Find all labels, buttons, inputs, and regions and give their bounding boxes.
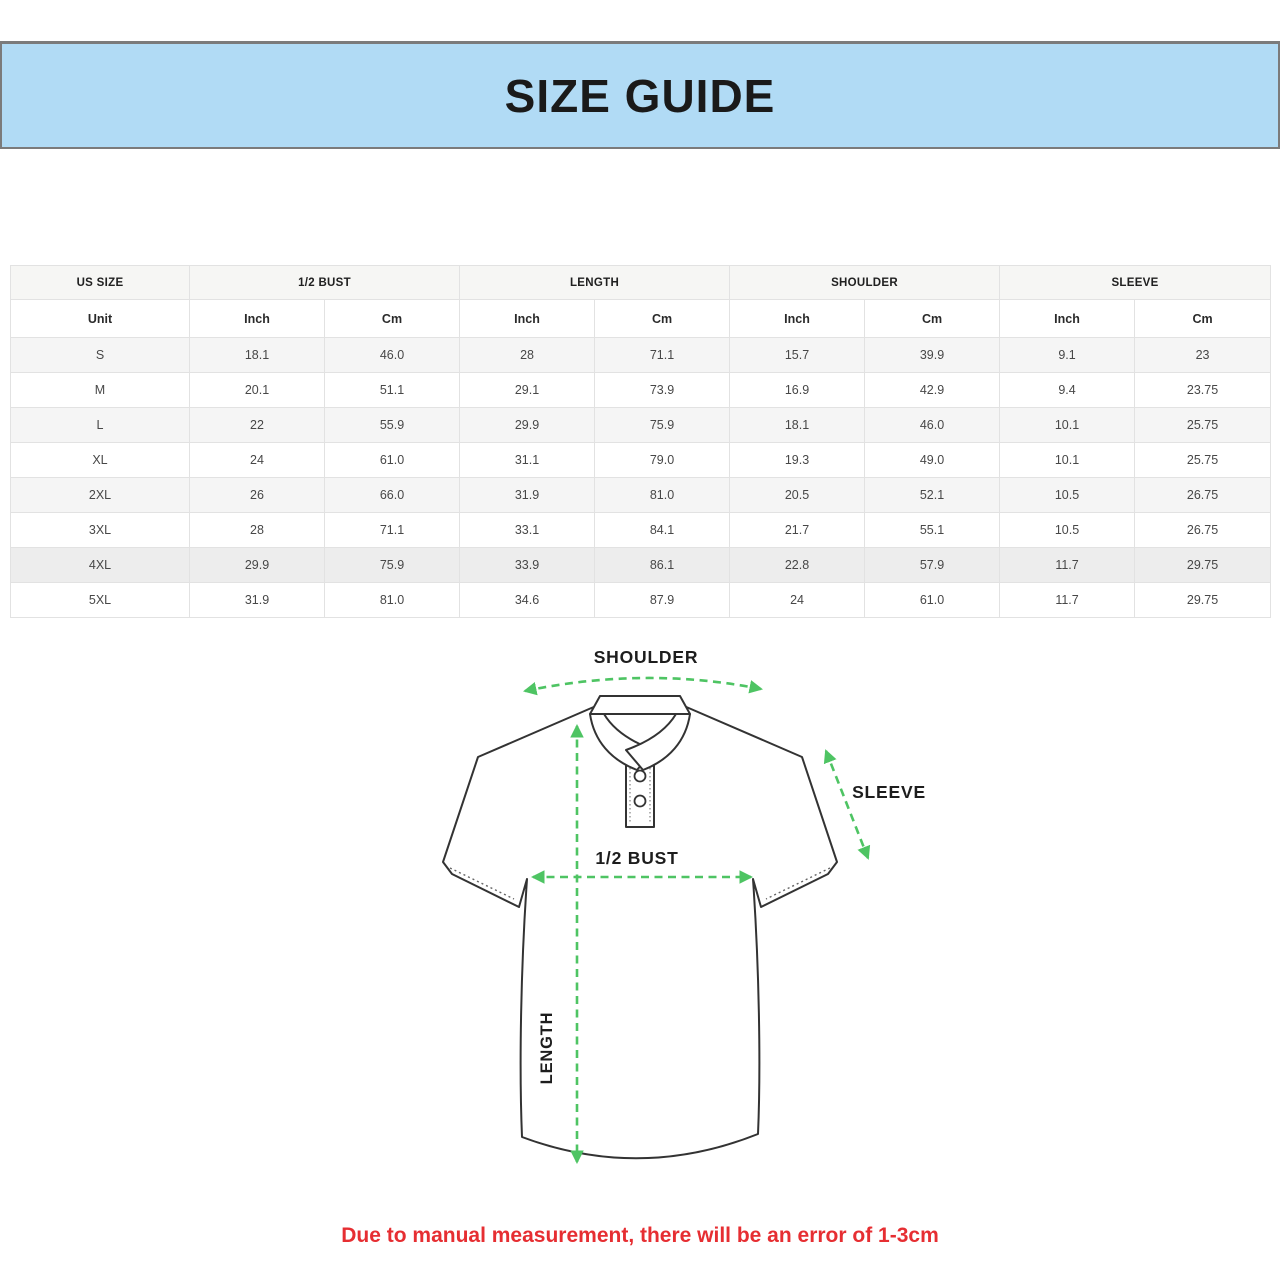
value-cell: 49.0 (865, 443, 1000, 478)
col-header-half-bust: 1/2 BUST (190, 266, 460, 300)
size-table-body (11, 338, 1271, 618)
value-cell: 29.1 (460, 373, 595, 408)
col-header-length: LENGTH (460, 266, 730, 300)
value-cell: 81.0 (595, 478, 730, 513)
value-cell: 29.9 (190, 548, 325, 583)
value-cell: 26.75 (1135, 513, 1271, 548)
value-cell: 73.9 (595, 373, 730, 408)
value-cell: 19.3 (730, 443, 865, 478)
value-cell: 26 (190, 478, 325, 513)
shirt-button (635, 771, 646, 782)
value-cell: 29.9 (460, 408, 595, 443)
unit-header-cell: Cm (1135, 300, 1271, 338)
value-cell: 20.5 (730, 478, 865, 513)
value-cell: 20.1 (190, 373, 325, 408)
size-cell: 2XL (11, 478, 190, 513)
table-row (11, 548, 1271, 583)
value-cell: 10.5 (1000, 513, 1135, 548)
size-cell: 4XL (11, 548, 190, 583)
value-cell: 23 (1135, 338, 1271, 373)
value-cell: 24 (190, 443, 325, 478)
bust-label: 1/2 BUST (595, 848, 679, 868)
value-cell: 33.9 (460, 548, 595, 583)
table-row (11, 443, 1271, 478)
table-row (11, 513, 1271, 548)
value-cell: 61.0 (865, 583, 1000, 618)
size-cell: L (11, 408, 190, 443)
size-cell: XL (11, 443, 190, 478)
value-cell: 29.75 (1135, 583, 1271, 618)
collar-band (590, 696, 690, 714)
value-cell: 55.9 (325, 408, 460, 443)
size-chart-table (10, 265, 1271, 618)
shoulder-label: SHOULDER (593, 647, 699, 667)
value-cell: 25.75 (1135, 408, 1271, 443)
sleeve-label: SLEEVE (852, 782, 926, 802)
size-cell: S (11, 338, 190, 373)
value-cell: 52.1 (865, 478, 1000, 513)
value-cell: 31.9 (190, 583, 325, 618)
value-cell: 87.9 (595, 583, 730, 618)
value-cell: 33.1 (460, 513, 595, 548)
size-cell: 3XL (11, 513, 190, 548)
value-cell: 21.7 (730, 513, 865, 548)
value-cell: 57.9 (865, 548, 1000, 583)
length-label: LENGTH (538, 1011, 556, 1085)
value-cell: 55.1 (865, 513, 1000, 548)
value-cell: 22 (190, 408, 325, 443)
unit-header-cell: Cm (865, 300, 1000, 338)
value-cell: 51.1 (325, 373, 460, 408)
value-cell: 11.7 (1000, 583, 1135, 618)
value-cell: 11.7 (1000, 548, 1135, 583)
measurement-note: Due to manual measurement, there will be an error of 1-3cm (341, 1224, 939, 1247)
polo-shirt-diagram (420, 628, 980, 1213)
value-cell: 75.9 (325, 548, 460, 583)
table-row (11, 373, 1271, 408)
value-cell: 15.7 (730, 338, 865, 373)
value-cell: 24 (730, 583, 865, 618)
value-cell: 18.1 (730, 408, 865, 443)
size-cell: 5XL (11, 583, 190, 618)
col-header-sleeve: SLEEVE (1000, 266, 1271, 300)
group-header-row (11, 266, 1271, 300)
table-row (11, 478, 1271, 513)
value-cell: 23.75 (1135, 373, 1271, 408)
unit-header-cell: Cm (325, 300, 460, 338)
table-row (11, 338, 1271, 373)
value-cell: 9.1 (1000, 338, 1135, 373)
sleeve-arrow (826, 751, 868, 858)
value-cell: 25.75 (1135, 443, 1271, 478)
value-cell: 75.9 (595, 408, 730, 443)
value-cell: 34.6 (460, 583, 595, 618)
shirt-button (635, 796, 646, 807)
col-header-us-size: US SIZE (11, 266, 190, 300)
size-guide-banner (0, 41, 1280, 149)
value-cell: 10.1 (1000, 443, 1135, 478)
shoulder-arrow (525, 678, 761, 691)
table-row (11, 408, 1271, 443)
value-cell: 79.0 (595, 443, 730, 478)
unit-header-cell: Unit (11, 300, 190, 338)
unit-header-row (11, 300, 1271, 338)
value-cell: 86.1 (595, 548, 730, 583)
value-cell: 31.9 (460, 478, 595, 513)
size-cell: M (11, 373, 190, 408)
unit-header-cell: Inch (460, 300, 595, 338)
value-cell: 46.0 (325, 338, 460, 373)
value-cell: 71.1 (325, 513, 460, 548)
page-title: SIZE GUIDE (504, 69, 776, 122)
value-cell: 61.0 (325, 443, 460, 478)
value-cell: 29.75 (1135, 548, 1271, 583)
value-cell: 26.75 (1135, 478, 1271, 513)
value-cell: 39.9 (865, 338, 1000, 373)
value-cell: 28 (460, 338, 595, 373)
value-cell: 42.9 (865, 373, 1000, 408)
value-cell: 71.1 (595, 338, 730, 373)
value-cell: 31.1 (460, 443, 595, 478)
value-cell: 22.8 (730, 548, 865, 583)
value-cell: 84.1 (595, 513, 730, 548)
value-cell: 46.0 (865, 408, 1000, 443)
value-cell: 66.0 (325, 478, 460, 513)
value-cell: 81.0 (325, 583, 460, 618)
value-cell: 18.1 (190, 338, 325, 373)
unit-header-cell: Inch (730, 300, 865, 338)
unit-header-cell: Cm (595, 300, 730, 338)
value-cell: 28 (190, 513, 325, 548)
unit-header-cell: Inch (190, 300, 325, 338)
table-row (11, 583, 1271, 618)
value-cell: 16.9 (730, 373, 865, 408)
col-header-shoulder: SHOULDER (730, 266, 1000, 300)
value-cell: 10.5 (1000, 478, 1135, 513)
value-cell: 9.4 (1000, 373, 1135, 408)
value-cell: 10.1 (1000, 408, 1135, 443)
unit-header-cell: Inch (1000, 300, 1135, 338)
